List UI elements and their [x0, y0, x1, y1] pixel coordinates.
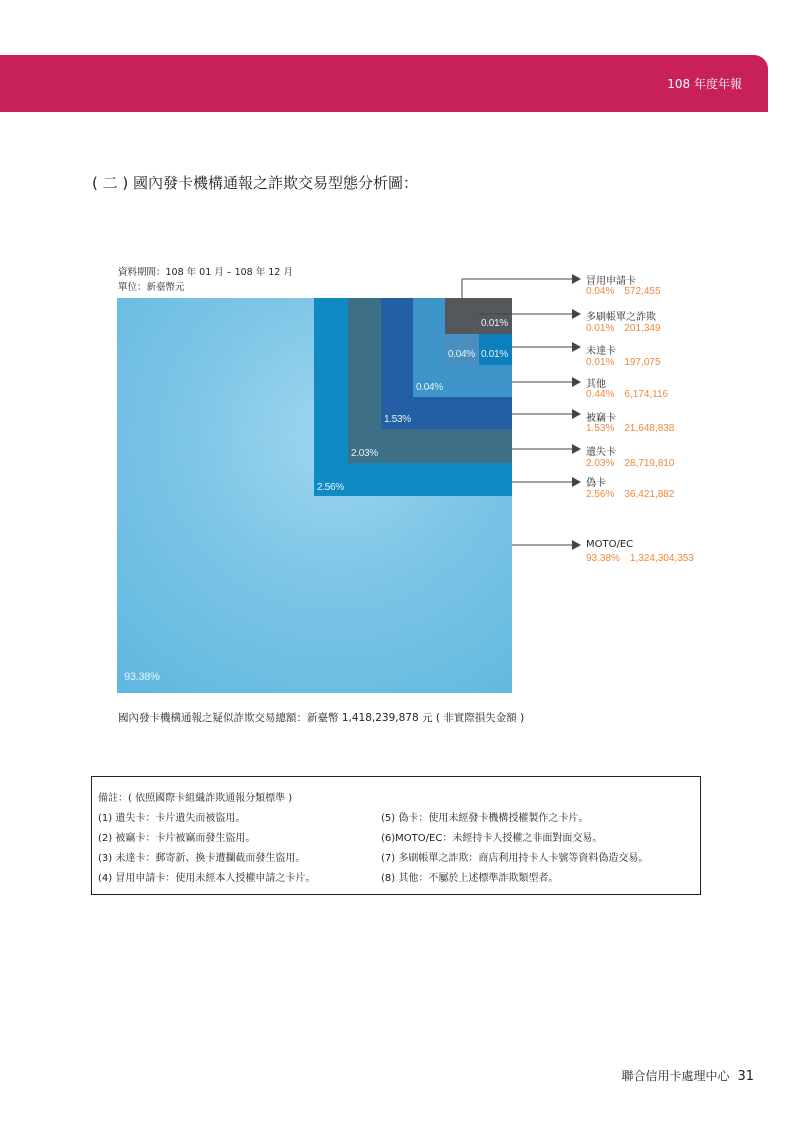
note-lost-card: (1) 遺失卡：卡片遺失而被盜用。 — [98, 813, 246, 824]
legend-percent-moto-ec: 93.38% — [586, 553, 620, 564]
legend-amount-moto-ec: 1,324,304,353 — [629, 553, 694, 564]
legend-name-multi-bill: 多刷帳單之詐欺 — [586, 312, 656, 323]
legend-percent-lost: 2.03% — [586, 458, 615, 469]
legend-amount-application-fraud: 572,455 — [624, 286, 661, 297]
square-label-not-received: 0.01% — [481, 349, 508, 360]
legend-value-counterfeit — [586, 489, 674, 500]
legend-amount-not-received: 197,075 — [624, 357, 661, 368]
arrow-counterfeit — [572, 477, 581, 487]
arrow-multi-bill — [572, 309, 581, 319]
legend-name-application-fraud: 冒用申請卡 — [586, 276, 636, 287]
legend-value-lost — [586, 458, 674, 469]
note-stolen-card: (2) 被竊卡：卡片被竊而發生盜用。 — [98, 833, 256, 844]
legend-value-stolen — [586, 423, 674, 434]
data-unit: 單位：新臺幣元 — [118, 282, 185, 293]
legend-value-application-fraud — [586, 286, 661, 297]
legend-percent-other: 0.44% — [586, 389, 615, 400]
arrow-other — [572, 377, 581, 387]
notes-title: 備註：( 依照國際卡組織詐欺通報分類標準 ) — [98, 793, 293, 804]
arrow-application-fraud — [572, 274, 581, 284]
legend-name-moto-ec: MOTO/EC — [586, 539, 634, 550]
note-multi-bill: (7) 多刷帳單之詐欺：商店利用持卡人卡號等資料偽造交易。 — [381, 853, 649, 864]
arrow-lost — [572, 444, 581, 454]
note-not-received: (3) 未達卡：郵寄新、換卡遭攔截而發生盜用。 — [98, 853, 306, 864]
legend-value-not-received — [586, 357, 661, 368]
page-number: 31 — [737, 1069, 754, 1084]
legend-name-not-received: 未達卡 — [586, 346, 616, 357]
legend-name-lost: 遺失卡 — [586, 447, 616, 458]
legend-amount-other: 6,174,116 — [624, 389, 669, 400]
square-label-application-fraud: 0.04% — [448, 349, 475, 360]
legend-value-moto-ec — [586, 553, 694, 564]
total-amount: 國內發卡機構通報之疑似詐欺交易總額：新臺幣 1,418,239,878 元 ( 非實際損失金額 ) — [118, 712, 525, 724]
legend-amount-counterfeit: 36,421,882 — [624, 489, 675, 500]
square-label-multi-bill: 0.01% — [481, 318, 508, 329]
report-title: 108 年度年報 — [667, 77, 742, 91]
legend-amount-stolen: 21,648,838 — [624, 423, 675, 434]
square-label-lost: 2.03% — [351, 448, 378, 459]
notes-box — [91, 776, 701, 895]
square-label-other: 0.04% — [416, 382, 443, 393]
note-moto-ec: (6)MOTO/EC：未經持卡人授權之非面對面交易。 — [381, 833, 603, 844]
footer-org: 聯合信用卡處理中心 — [621, 1069, 730, 1083]
connector-application-fraud — [462, 279, 572, 298]
data-period: 資料期間：108 年 01 月 – 108 年 12 月 — [118, 267, 293, 278]
legend-percent-not-received: 0.01% — [586, 357, 615, 368]
legend-amount-multi-bill: 201,349 — [624, 323, 661, 334]
legend-percent-application-fraud: 0.04% — [586, 286, 615, 297]
arrow-moto-ec — [572, 540, 581, 550]
legend-value-other — [586, 389, 668, 400]
legend-percent-multi-bill: 0.01% — [586, 323, 615, 334]
legend-value-multi-bill — [586, 323, 661, 334]
note-counterfeit: (5) 偽卡：使用未經發卡機構授權製作之卡片。 — [381, 813, 589, 824]
section-title: ( 二 ) 國內發卡機構通報之詐欺交易型態分析圖： — [92, 174, 419, 192]
square-label-stolen: 1.53% — [384, 414, 411, 425]
square-label-counterfeit: 2.56% — [317, 482, 344, 493]
square-label-moto-ec: 93.38% — [124, 671, 160, 683]
arrow-not-received — [572, 342, 581, 352]
legend-amount-lost: 28,719,810 — [624, 458, 675, 469]
note-other: (8) 其他：不屬於上述標準詐欺類型者。 — [381, 873, 559, 884]
legend-name-other: 其他 — [586, 379, 606, 390]
legend-name-stolen: 被竊卡 — [586, 413, 616, 424]
legend-name-counterfeit: 偽卡 — [586, 478, 606, 489]
note-application-fraud: (4) 冒用申請卡：使用未經本人授權申請之卡片。 — [98, 873, 316, 884]
arrow-stolen — [572, 409, 581, 419]
legend-percent-counterfeit: 2.56% — [586, 489, 615, 500]
legend-percent-stolen: 1.53% — [586, 423, 615, 434]
footer — [621, 1067, 754, 1084]
